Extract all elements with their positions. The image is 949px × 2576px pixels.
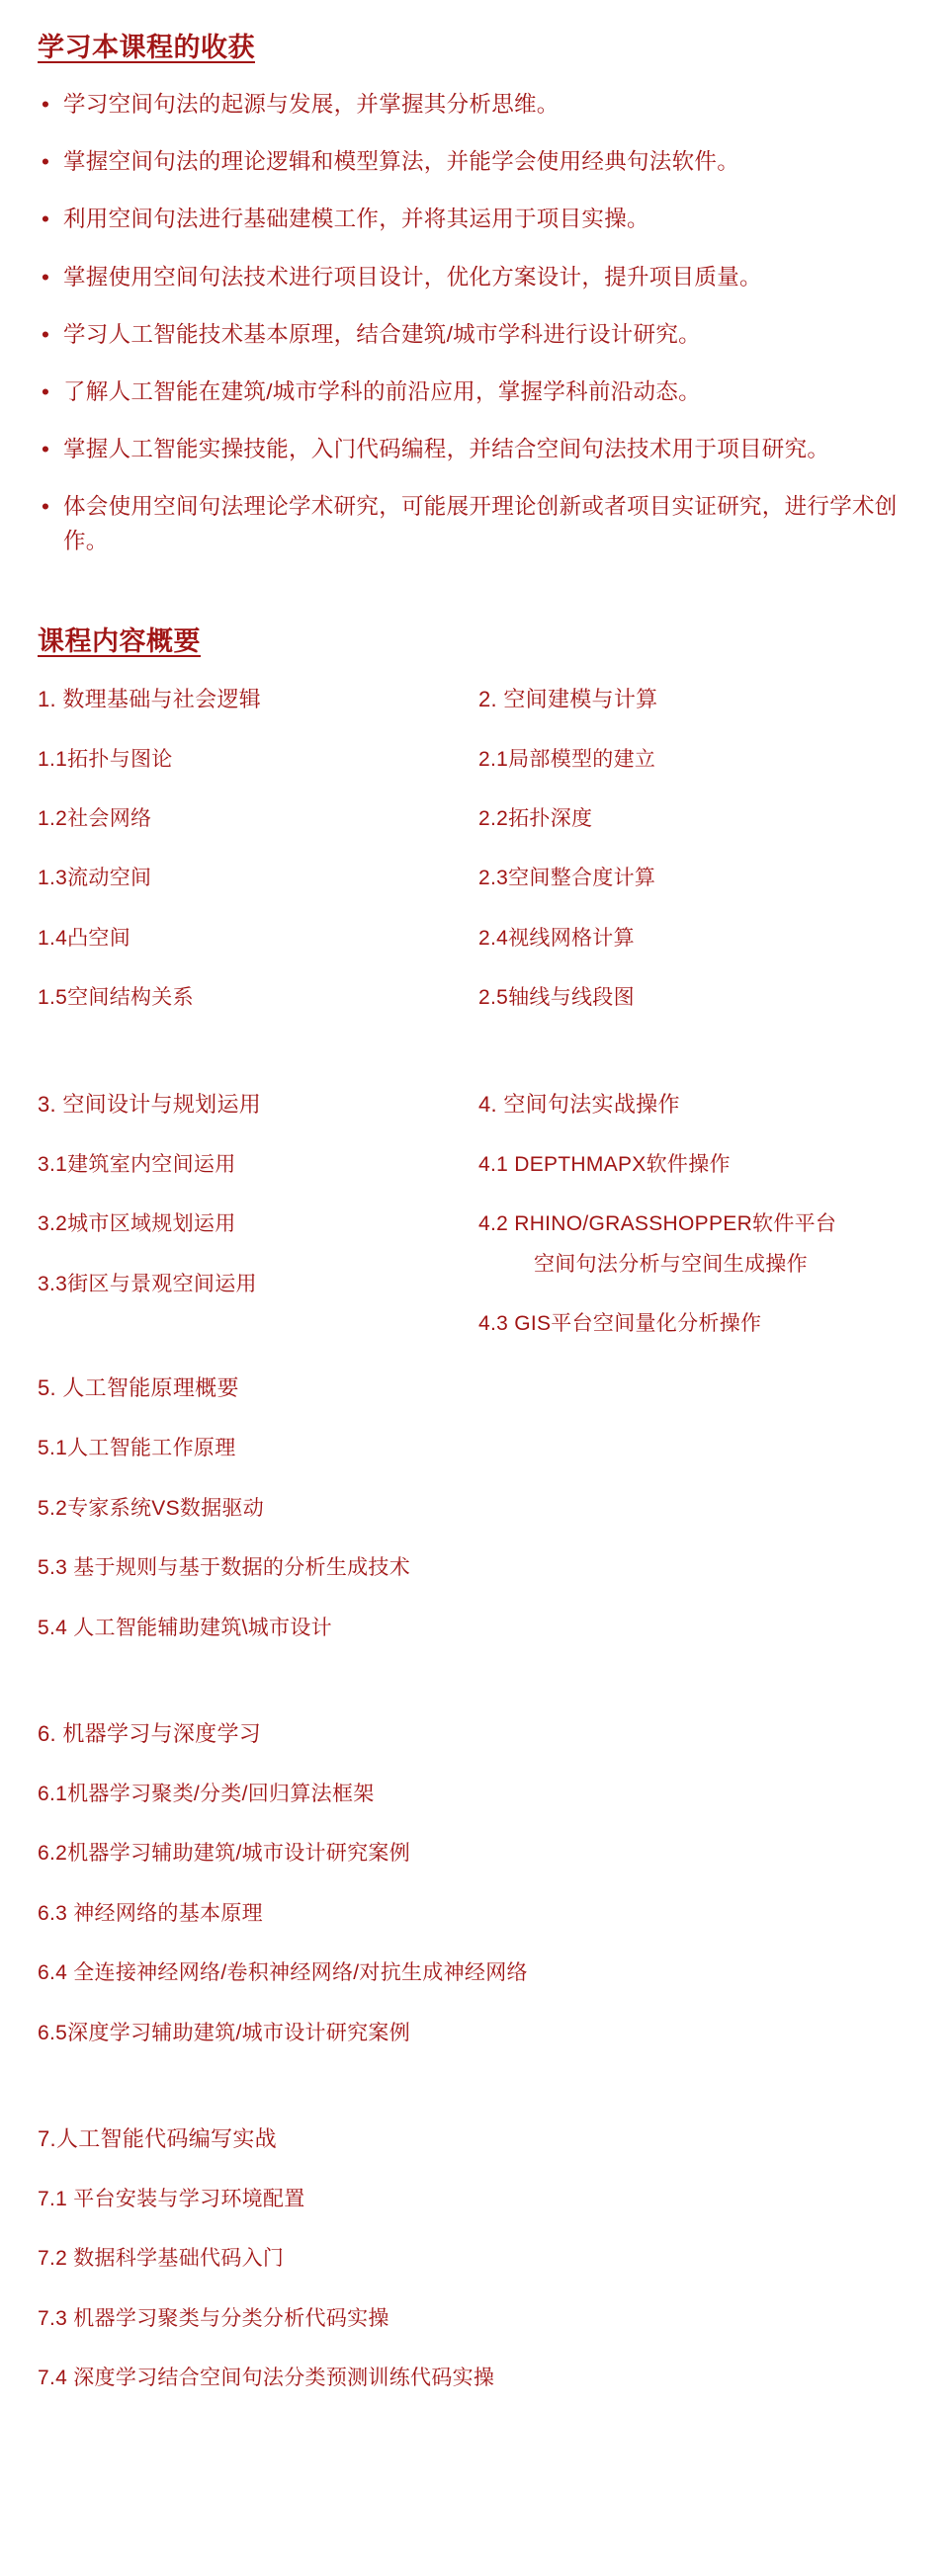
outline-item: 1.3流动空间 xyxy=(38,867,152,890)
outline-item: 4.1 DEPTHMAPX软件操作 xyxy=(478,1152,731,1176)
outline-chapter-7-block xyxy=(38,2123,919,2394)
outline-item: 7.3 机器学习聚类与分类分析代码实操 xyxy=(38,2306,389,2330)
outline-item: 2.1局部模型的建立 xyxy=(478,747,656,771)
outline-item: 2.5轴线与线段图 xyxy=(478,986,635,1010)
benefits-heading: 学习本课程的收获 xyxy=(38,33,255,62)
outline-chapter-6: 6. 机器学习与深度学习 xyxy=(38,1721,262,1747)
outline-item: 5.4 人工智能辅助建筑\城市设计 xyxy=(38,1616,332,1639)
spacer xyxy=(38,2394,919,2424)
list-item: • 体会使用空间句法理论学术研究，可能展开理论创新或者项目实证研究，进行学术创作。 xyxy=(38,490,919,557)
benefits-list xyxy=(38,88,919,558)
outline-item: 6.4 全连接神经网络/卷积神经网络/对抗生成神经网络 xyxy=(38,1961,528,1985)
outline-item: 3.1建筑室内空间运用 xyxy=(38,1152,236,1176)
spacer xyxy=(38,1643,919,1685)
list-item: • 掌握人工智能实操技能，入门代码编程，并结合空间句法技术用于项目研究。 xyxy=(38,433,919,466)
list-item: • 利用空间句法进行基础建模工作，并将其运用于项目实操。 xyxy=(38,203,919,236)
outline-item: 空间句法分析与空间生成操作 xyxy=(534,1252,808,1276)
spacer xyxy=(38,2048,919,2090)
outline-item: 4.3 GIS平台空间量化分析操作 xyxy=(478,1311,762,1335)
outline-chapter-1: 1. 数理基础与社会逻辑 xyxy=(38,686,262,711)
outline-column-right xyxy=(478,684,919,1340)
outline-item: 5.1人工智能工作原理 xyxy=(38,1437,236,1460)
outline-item: 6.2机器学习辅助建筑/城市设计研究案例 xyxy=(38,1842,411,1866)
outline-item: 7.1 平台安装与学习环境配置 xyxy=(38,2188,305,2211)
list-item: • 掌握空间句法的理论逻辑和模型算法，并能学会使用经典句法软件。 xyxy=(38,145,919,179)
outline-item: 2.4视线网格计算 xyxy=(478,926,635,950)
list-item: • 了解人工智能在建筑/城市学科的前沿应用，掌握学科前沿动态。 xyxy=(38,375,919,409)
spacer xyxy=(478,1014,919,1055)
outline-item: 3.2城市区域规划运用 xyxy=(38,1212,236,1236)
outline-chapter-5: 5. 人工智能原理概要 xyxy=(38,1375,239,1401)
outline-chapter-5-block xyxy=(38,1372,919,1643)
outline-item: 5.3 基于规则与基于数据的分析生成技术 xyxy=(38,1556,411,1580)
outline-chapter-4: 4. 空间句法实战操作 xyxy=(478,1091,680,1117)
list-item: • 学习人工智能技术基本原理，结合建筑/城市学科进行设计研究。 xyxy=(38,318,919,352)
outline-item: 3.3街区与景观空间运用 xyxy=(38,1272,257,1295)
outline-item: 1.2社会网络 xyxy=(38,807,152,831)
course-benefits-section xyxy=(0,0,949,558)
list-item: • 掌握使用空间句法技术进行项目设计，优化方案设计，提升项目质量。 xyxy=(38,261,919,294)
course-outline-section xyxy=(0,620,949,2424)
outline-chapter-7: 7.人工智能代码编写实战 xyxy=(38,2126,277,2152)
outline-item: 2.3空间整合度计算 xyxy=(478,867,656,890)
outline-item: 6.3 神经网络的基本原理 xyxy=(38,1901,263,1925)
outline-column-left xyxy=(38,684,478,1340)
outline-item: 1.1拓扑与图论 xyxy=(38,747,173,771)
list-item: • 学习空间句法的起源与发展，并掌握其分析思维。 xyxy=(38,88,919,122)
outline-item: 2.2拓扑深度 xyxy=(478,807,593,831)
outline-chapter-2: 2. 空间建模与计算 xyxy=(478,686,658,711)
outline-item: 1.4凸空间 xyxy=(38,926,130,950)
outline-item: 7.2 数据科学基础代码入门 xyxy=(38,2247,285,2271)
outline-item: 4.2 RHINO/GRASSHOPPER软件平台 xyxy=(478,1212,837,1236)
outline-chapter-6-block xyxy=(38,1718,919,2048)
outline-item: 1.5空间结构关系 xyxy=(38,986,194,1010)
outline-item: 6.5深度学习辅助建筑/城市设计研究案例 xyxy=(38,2021,411,2044)
outline-item: 5.2专家系统VS数据驱动 xyxy=(38,1496,265,1520)
outline-item: 7.4 深度学习结合空间句法分类预测训练代码实操 xyxy=(38,2367,495,2390)
outline-grid-top xyxy=(38,684,919,1340)
outline-item: 6.1机器学习聚类/分类/回归算法框架 xyxy=(38,1782,375,1805)
outline-heading: 课程内容概要 xyxy=(38,625,201,656)
spacer xyxy=(38,1014,478,1055)
outline-chapter-3: 3. 空间设计与规划运用 xyxy=(38,1091,262,1117)
